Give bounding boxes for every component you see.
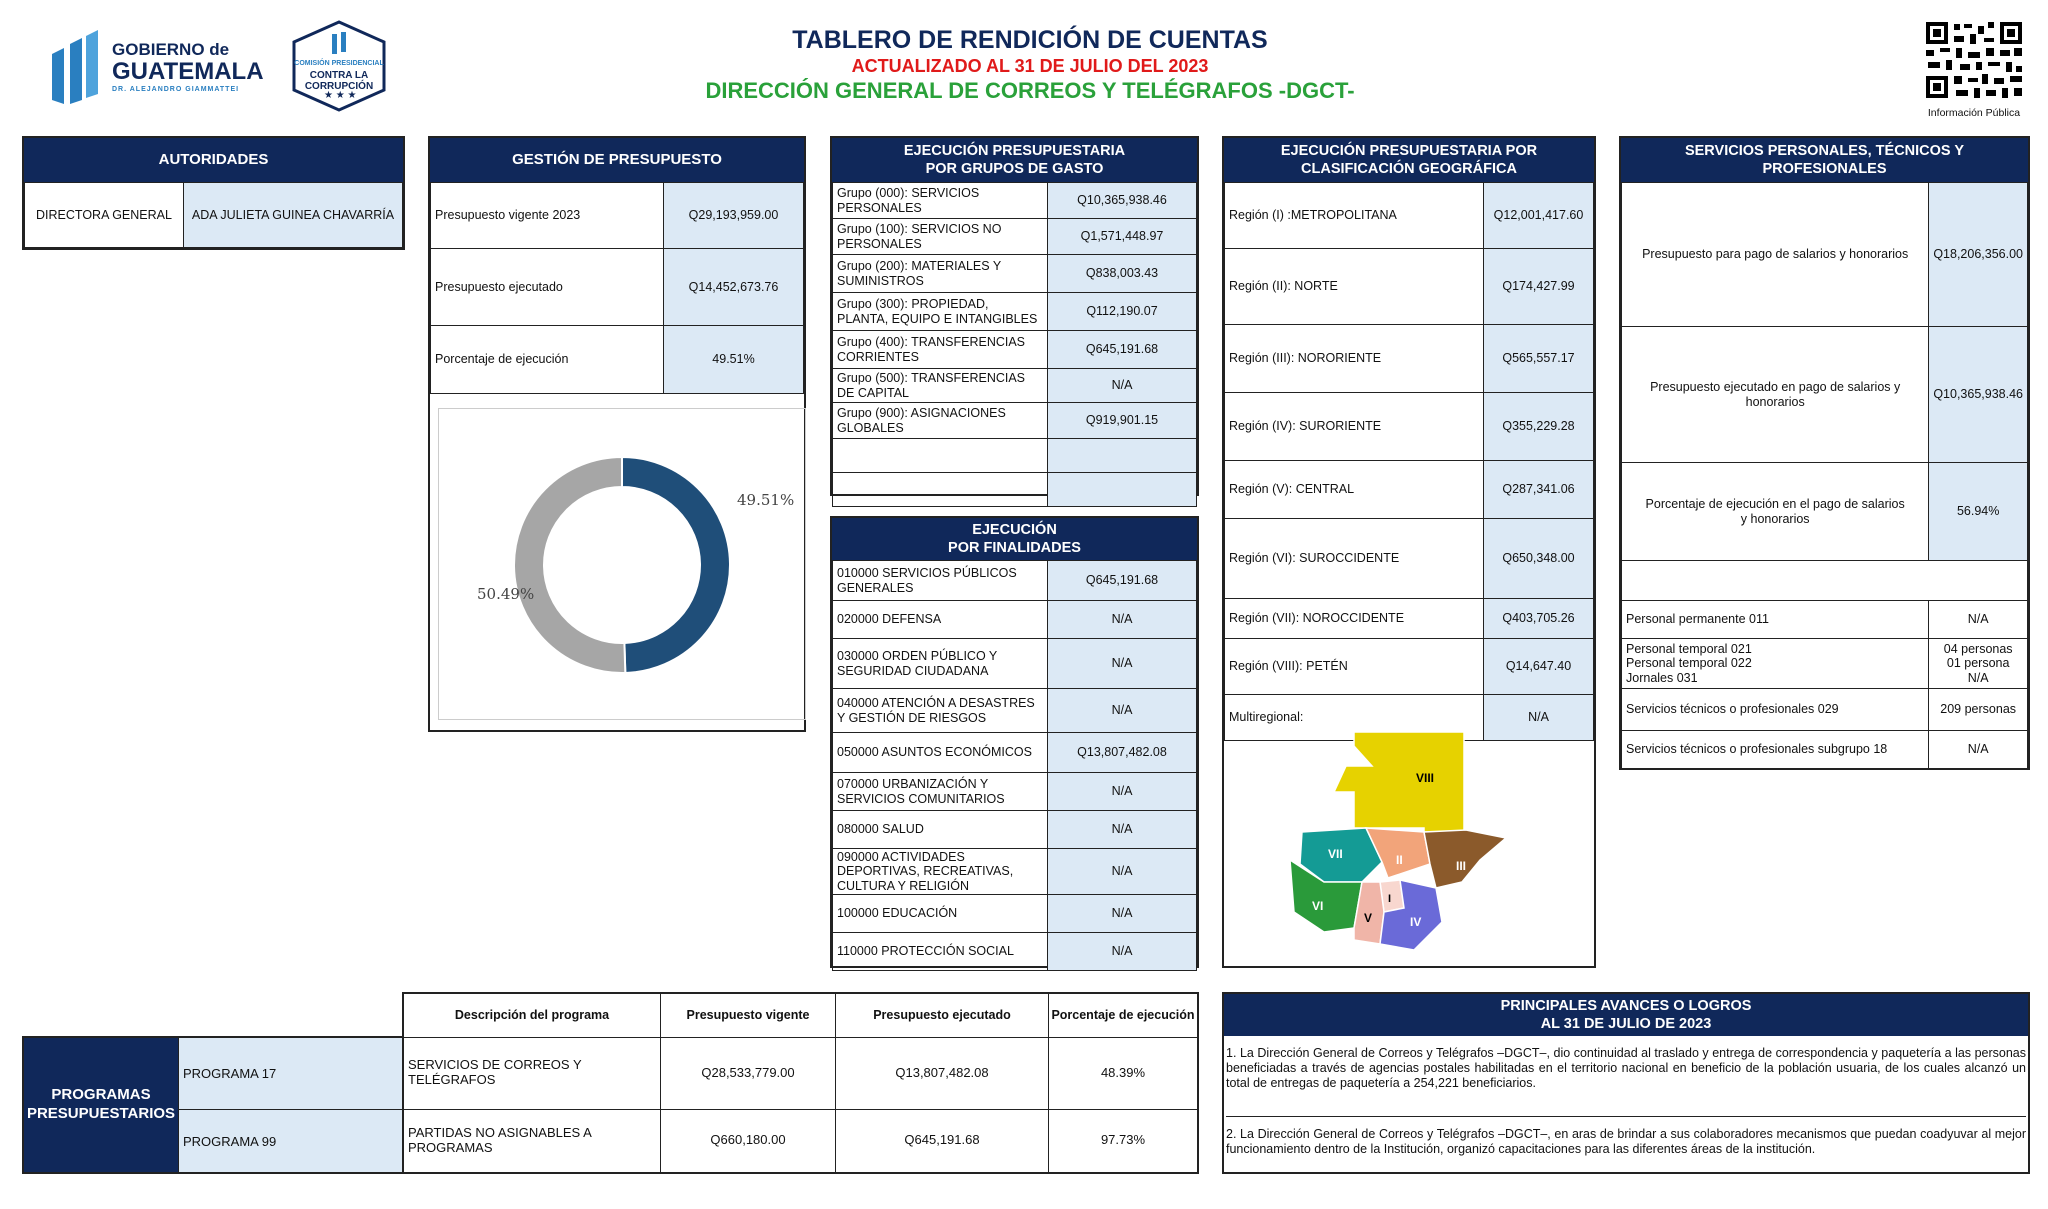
personal-temporal-labels	[1622, 639, 1929, 689]
geografica-table	[1224, 182, 1594, 741]
grupos_gasto-value: Q919,901.15	[1048, 403, 1197, 439]
logros-list	[1224, 1036, 2028, 1157]
servicios-title-line2: PROFESIONALES	[1762, 161, 1887, 177]
map-label-ii: II	[1396, 853, 1403, 867]
autoridad-name: ADA JULIETA GUINEA CHAVARRÍA	[184, 183, 403, 248]
finalidades-title-line2: POR FINALIDADES	[948, 540, 1081, 556]
geografica-value: Q14,647.40	[1484, 639, 1594, 695]
finalidades-table	[832, 560, 1197, 971]
table-row	[1225, 249, 1594, 325]
servicios-value: Q18,206,356.00	[1929, 183, 2028, 327]
presupuesto-value: Q29,193,959.00	[664, 183, 804, 249]
table-row	[833, 183, 1197, 219]
personal-label: Personal permanente 011	[1622, 601, 1929, 639]
finalidades-label: 020000 DEFENSA	[833, 601, 1048, 639]
updated-date: ACTUALIZADO AL 31 DE JULIO DEL 2023	[851, 56, 1209, 76]
finalidades-value: N/A	[1048, 689, 1197, 733]
map-label-v: V	[1364, 911, 1373, 925]
col-header-descripcion: Descripción del programa	[403, 993, 661, 1037]
grupos_gasto-value	[1048, 473, 1197, 507]
servicios-section	[1619, 136, 2030, 770]
grupos-gasto-title-line2: POR GRUPOS DE GASTO	[925, 161, 1104, 177]
geografica-label: Región (V): CENTRAL	[1225, 461, 1484, 519]
programa-pct: 97.73%	[1049, 1109, 1199, 1173]
map-region-viii	[1334, 732, 1464, 832]
geografica-title-line1: EJECUCIÓN PRESUPUESTARIA POR	[1280, 142, 1538, 159]
table-row	[833, 439, 1197, 473]
gobierno-line1: GOBIERNO de	[112, 40, 230, 59]
logros-section	[1222, 992, 2030, 1174]
table-row	[1225, 325, 1594, 393]
grupos-gasto-title	[832, 138, 1197, 182]
grupos_gasto-value	[1048, 439, 1197, 473]
table-row	[833, 895, 1197, 933]
servicios-label: Porcentaje de ejecución en el pago de salarios y honorarios	[1622, 463, 1929, 561]
qr-caption: Información Pública	[1927, 107, 2021, 119]
geografica-label: Región (III): NORORIENTE	[1225, 325, 1484, 393]
comision-line2: CONTRA LA CORRUPCIÓN	[304, 70, 374, 92]
table-row	[833, 331, 1197, 369]
grupos_gasto-label: Grupo (200): MATERIALES Y SUMINISTROS	[833, 255, 1048, 293]
presupuesto-section	[428, 136, 806, 732]
table-row	[833, 773, 1197, 811]
donut-slice-label: 50.49%	[477, 585, 535, 603]
table-row	[833, 561, 1197, 601]
map-label-viii: VIII	[1416, 771, 1435, 785]
table-row	[1225, 461, 1594, 519]
table-row	[1225, 183, 1594, 249]
programas-title	[24, 1038, 178, 1172]
grupos_gasto-value: Q645,191.68	[1048, 331, 1197, 369]
table-row	[833, 293, 1197, 331]
personal-value: 01 persona	[1946, 656, 2010, 671]
table-row	[833, 473, 1197, 507]
finalidades-label: 090000 ACTIVIDADES DEPORTIVAS, RECREATIVAS, CULTURA Y RELIGIÓN	[833, 849, 1048, 895]
qr-code[interactable]	[1918, 18, 2030, 119]
servicios-label: Presupuesto para pago de salarios y honorarios	[1622, 183, 1929, 327]
grupos_gasto-value: N/A	[1048, 369, 1197, 403]
personal-temporal-values	[1929, 639, 2028, 689]
qr-code-icon	[1918, 18, 2030, 102]
table-row	[833, 369, 1197, 403]
gobierno-line3: DR. ALEJANDRO GIAMMATTEI	[112, 86, 240, 93]
programa-vigente: Q28,533,779.00	[661, 1037, 836, 1109]
programas-table-block	[402, 992, 1199, 1174]
presupuesto-label: Presupuesto ejecutado	[431, 249, 664, 325]
grupos_gasto-label: Grupo (300): PROPIEDAD, PLANTA, EQUIPO E INTANGIBLES	[833, 293, 1048, 331]
grupos_gasto-value: Q838,003.43	[1048, 255, 1197, 293]
finalidades-value: N/A	[1048, 773, 1197, 811]
personal-value: N/A	[1967, 670, 1989, 685]
grupos_gasto-label	[833, 439, 1048, 473]
autoridad-role: DIRECTORA GENERAL	[25, 183, 184, 248]
grupos_gasto-label: Grupo (900): ASIGNACIONES GLOBALES	[833, 403, 1048, 439]
map-label-i: I	[1388, 893, 1392, 905]
finalidades-value: N/A	[1048, 601, 1197, 639]
personal-label: Personal temporal 021	[1626, 641, 1752, 656]
table-row	[1225, 599, 1594, 639]
servicios-title-line1: SERVICIOS PERSONALES, TÉCNICOS Y	[1684, 142, 1965, 159]
finalidades-value: N/A	[1048, 895, 1197, 933]
programa-17-name: PROGRAMA 17	[178, 1038, 402, 1110]
map-label-iii: III	[1456, 859, 1467, 873]
grupos_gasto-label: Grupo (400): TRANSFERENCIAS CORRIENTES	[833, 331, 1048, 369]
table-row	[833, 639, 1197, 689]
col-header-porcentaje: Porcentaje de ejecución	[1049, 993, 1199, 1037]
table-row	[833, 601, 1197, 639]
finalidades-label: 030000 ORDEN PÚBLICO Y SEGURIDAD CIUDADANA	[833, 639, 1048, 689]
table-row	[833, 849, 1197, 895]
page-title: TABLERO DE RENDICIÓN DE CUENTAS	[792, 26, 1268, 54]
programa-pct: 48.39%	[1049, 1037, 1199, 1109]
grupos_gasto-value: Q1,571,448.97	[1048, 219, 1197, 255]
comision-line1: COMISIÓN PRESIDENCIAL	[294, 60, 384, 67]
programas-title-line2: PRESUPUESTARIOS	[26, 1105, 176, 1122]
svg-text:★ ★ ★: ★ ★ ★	[324, 90, 357, 101]
geografica-label: Región (VIII): PETÉN	[1225, 639, 1484, 695]
donut-slice-label: 49.51%	[737, 491, 795, 509]
table-row	[833, 689, 1197, 733]
finalidades-value: Q13,807,482.08	[1048, 733, 1197, 773]
geografica-label: Región (VII): NOROCCIDENTE	[1225, 599, 1484, 639]
geografica-value: Q12,001,417.60	[1484, 183, 1594, 249]
geografica-value: Q287,341.06	[1484, 461, 1594, 519]
presupuesto-label: Porcentaje de ejecución	[431, 325, 664, 393]
finalidades-label: 050000 ASUNTOS ECONÓMICOS	[833, 733, 1048, 773]
geografica-value: Q355,229.28	[1484, 393, 1594, 461]
grupos-gasto-section	[830, 136, 1199, 496]
gobierno-line2: GUATEMALA	[112, 58, 264, 85]
presupuesto-value: Q14,452,673.76	[664, 249, 804, 325]
servicios-title	[1621, 138, 2028, 182]
geografica-value: Q174,427.99	[1484, 249, 1594, 325]
finalidades-value: N/A	[1048, 849, 1197, 895]
personal-label: Servicios técnicos o profesionales 029	[1622, 689, 1929, 731]
finalidades-value: Q645,191.68	[1048, 561, 1197, 601]
gobierno-logo	[48, 24, 264, 106]
grupos_gasto-label: Grupo (500): TRANSFERENCIAS DE CAPITAL	[833, 369, 1048, 403]
grupos_gasto-label: Grupo (000): SERVICIOS PERSONALES	[833, 183, 1048, 219]
finalidades-section	[830, 516, 1199, 968]
personal-value: 04 personas	[1943, 641, 2013, 656]
guatemala-regions-map	[1284, 732, 1544, 962]
geografica-label: Región (VI): SUROCCIDENTE	[1225, 519, 1484, 599]
finalidades-value: N/A	[1048, 933, 1197, 971]
table-row	[403, 1037, 1198, 1109]
institution-name: DIRECCIÓN GENERAL DE CORREOS Y TELÉGRAFOS -DGCT-	[705, 78, 1355, 103]
personal-value: 209 personas	[1929, 689, 2028, 731]
col-header-vigente: Presupuesto vigente	[661, 993, 836, 1037]
geografica-title	[1224, 138, 1594, 182]
personal-label: Jornales 031	[1626, 670, 1698, 685]
col-header-ejecutado: Presupuesto ejecutado	[836, 993, 1049, 1037]
servicios-value: Q10,365,938.46	[1929, 327, 2028, 463]
execution-chart	[438, 408, 806, 720]
geografica-label: Multiregional:	[1225, 695, 1484, 741]
donut-slice	[514, 457, 625, 673]
table-row	[833, 255, 1197, 293]
autoridades-section	[22, 136, 405, 250]
personal-value: N/A	[1929, 731, 2028, 769]
finalidades-label: 010000 SERVICIOS PÚBLICOS GENERALES	[833, 561, 1048, 601]
map-label-vi: VI	[1312, 899, 1324, 913]
presupuesto-label: Presupuesto vigente 2023	[431, 183, 664, 249]
finalidades-label: 110000 PROTECCIÓN SOCIAL	[833, 933, 1048, 971]
grupos-gasto-title-line1: EJECUCIÓN PRESUPUESTARIA	[903, 142, 1126, 159]
geografica-value: N/A	[1484, 695, 1594, 741]
programas-label-block	[22, 1036, 404, 1174]
logros-title-line2: AL 31 DE JULIO DE 2023	[1540, 1016, 1712, 1032]
servicios-value: 56.94%	[1929, 463, 2028, 561]
donut-slice	[622, 457, 730, 673]
geografica-value: Q565,557.17	[1484, 325, 1594, 393]
geografica-label: Región (I) :METROPOLITANA	[1225, 183, 1484, 249]
finalidades-label: 080000 SALUD	[833, 811, 1048, 849]
finalidades-label: 100000 EDUCACIÓN	[833, 895, 1048, 933]
logros-title-line1: PRINCIPALES AVANCES O LOGROS	[1500, 997, 1752, 1014]
finalidades-title-line1: EJECUCIÓN	[972, 521, 1057, 538]
table-row	[403, 1109, 1198, 1173]
table-row	[1225, 639, 1594, 695]
grupos_gasto-value: Q112,190.07	[1048, 293, 1197, 331]
finalidades-value: N/A	[1048, 639, 1197, 689]
personal-label: Servicios técnicos o profesionales subgrupo 18	[1622, 731, 1929, 769]
comision-logo	[284, 20, 394, 112]
table-row	[833, 811, 1197, 849]
geografica-value: Q403,705.26	[1484, 599, 1594, 639]
finalidades-value: N/A	[1048, 811, 1197, 849]
geografica-section	[1222, 136, 1596, 968]
finalidades-label: 070000 URBANIZACIÓN Y SERVICIOS COMUNITARIOS	[833, 773, 1048, 811]
programa-vigente: Q660,180.00	[661, 1109, 836, 1173]
personal-label: Personal temporal 022	[1626, 656, 1752, 671]
grupos_gasto-label	[833, 473, 1048, 507]
map-label-vii: VII	[1328, 847, 1343, 861]
table-row	[833, 403, 1197, 439]
table-row	[1225, 519, 1594, 599]
programas-title-line1: PROGRAMAS	[51, 1086, 151, 1104]
logro-item: 1. La Dirección General de Correos y Telégrafos –DGCT–, dio continuidad al traslado y entrega de correspondencia y paquetería a las personas beneficiadas a través de agencias postales habilitadas en el territorio nacional en beneficio de la población usuaria, de los cuales alcanzó un total de entregas de paquetería a 254,221 beneficiarios.	[1226, 1046, 2026, 1117]
table-row	[1225, 393, 1594, 461]
personal-value: N/A	[1929, 601, 2028, 639]
presupuesto-value: 49.51%	[664, 325, 804, 393]
table-row	[833, 219, 1197, 255]
grupos_gasto-label: Grupo (100): SERVICIOS NO PERSONALES	[833, 219, 1048, 255]
programa-99-name: PROGRAMA 99	[178, 1110, 402, 1172]
geografica-label: Región (II): NORTE	[1225, 249, 1484, 325]
grupos_gasto-value: Q10,365,938.46	[1048, 183, 1197, 219]
finalidades-title	[832, 518, 1197, 560]
logro-item: 2. La Dirección General de Correos y Telégrafos –DGCT–, en aras de brindar a sus colaboradores mecanismos que puedan coadyuvar al mejor funcionamiento dentro de la Institución, organizó capacitaciones para las diferentes áreas de la institución.	[1226, 1127, 2026, 1156]
logros-title	[1224, 994, 2028, 1036]
table-row	[833, 733, 1197, 773]
geografica-title-line2: CLASIFICACIÓN GEOGRÁFICA	[1301, 161, 1517, 177]
programa-desc: PARTIDAS NO ASIGNABLES A PROGRAMAS	[403, 1109, 661, 1173]
programa-ejecutado: Q645,191.68	[836, 1109, 1049, 1173]
map-label-iv: IV	[1410, 915, 1422, 929]
autoridades-title: AUTORIDADES	[24, 138, 403, 182]
presupuesto-title: GESTIÓN DE PRESUPUESTO	[430, 138, 804, 182]
servicios-label: Presupuesto ejecutado en pago de salarios y honorarios	[1622, 327, 1929, 463]
geografica-label: Región (IV): SURORIENTE	[1225, 393, 1484, 461]
grupos-gasto-table	[832, 182, 1197, 507]
gobierno-flag-icon	[48, 24, 108, 106]
finalidades-label: 040000 ATENCIÓN A DESASTRES Y GESTIÓN DE RIESGOS	[833, 689, 1048, 733]
donut-chart	[439, 409, 805, 719]
geografica-value: Q650,348.00	[1484, 519, 1594, 599]
table-row	[833, 933, 1197, 971]
programa-ejecutado: Q13,807,482.08	[836, 1037, 1049, 1109]
programa-desc: SERVICIOS DE CORREOS Y TELÉGRAFOS	[403, 1037, 661, 1109]
